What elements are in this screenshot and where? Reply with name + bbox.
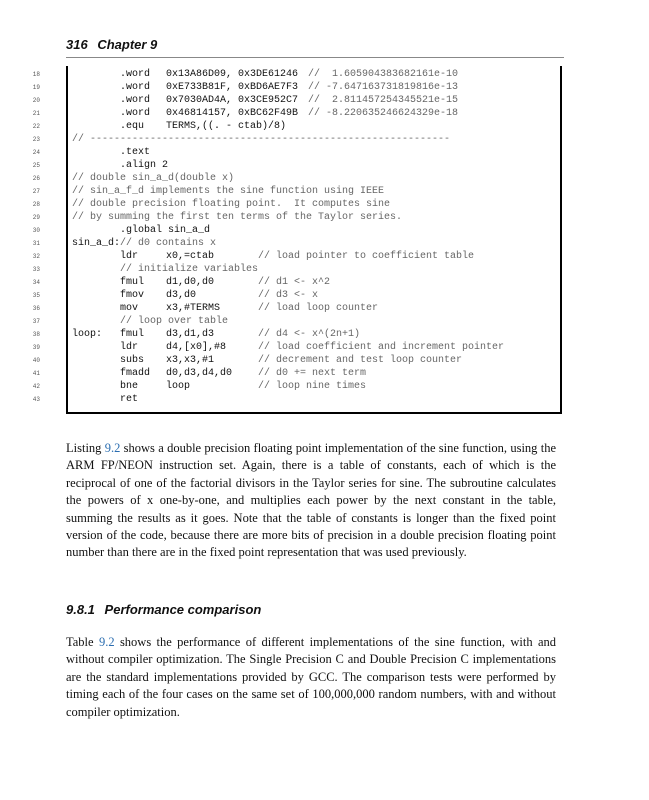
code-mnemonic: .text [120,147,151,158]
line-number: 19 [32,84,40,91]
code-operands: TERMS,((. - ctab)/8) [166,121,287,132]
line-number: 27 [32,188,40,195]
code-mnemonic: bne [120,381,139,392]
code-label: loop: [72,329,103,340]
code-comment: // d3 <- x [258,290,319,301]
line-number: 20 [32,97,40,104]
code-comment: // load coefficient and increment pointer [258,342,505,353]
code-operands: d0,d3,d4,d0 [166,368,233,379]
code-comment: // ------------------------------------------------------------ [72,134,451,145]
code-mnemonic: .word [120,69,151,80]
code-mnemonic: ret [120,394,139,405]
line-number: 24 [32,149,40,156]
code-comment: // loop nine times [258,381,367,392]
line-number: 41 [32,370,40,377]
code-listing [32,66,562,414]
code-operands: 0x46814157, 0xBC62F49B [166,108,299,119]
code-comment: // 2.811457254345521e-15 [308,95,459,106]
code-mnemonic: subs [120,355,145,366]
code-mnemonic: ldr [120,342,139,353]
line-number: 39 [32,344,40,351]
line-number: 23 [32,136,40,143]
code-comment: // double precision floating point. It computes sine [72,199,391,210]
chapter-title: Chapter 9 [97,37,158,52]
line-number: 36 [32,305,40,312]
code-comment: // by summing the first ten terms of the Taylor series. [72,212,403,223]
code-mnemonic: .align 2 [120,160,169,171]
code-operands: x0,=ctab [166,251,215,262]
line-number: 42 [32,383,40,390]
code-comment: // decrement and test loop counter [258,355,463,366]
line-number: 32 [32,253,40,260]
code-mnemonic: // loop over table [120,316,229,327]
code-operands: d1,d0,d0 [166,277,215,288]
line-number: 40 [32,357,40,364]
line-number: 22 [32,123,40,130]
code-label: sin_a_d: [72,238,121,249]
line-number: 29 [32,214,40,221]
para1-text-start: Listing [66,441,105,455]
code-operands: 0x13A86D09, 0x3DE61246 [166,69,299,80]
line-number: 33 [32,266,40,273]
code-comment: // 1.605904383682161e-10 [308,69,459,80]
section-heading [66,602,261,617]
code-operands: 0x7030AD4A, 0x3CE952C7 [166,95,299,106]
line-number: 21 [32,110,40,117]
section-number: 9.8.1 [66,602,95,617]
para2-text-start: Table [66,635,99,649]
code-comment: // d0 += next term [258,368,367,379]
code-mnemonic: // initialize variables [120,264,259,275]
code-mnemonic: .word [120,82,151,93]
code-mnemonic: fmov [120,290,145,301]
code-operands: x3,x3,#1 [166,355,215,366]
line-number: 38 [32,331,40,338]
page-number: 316 [66,37,88,52]
code-comment: // load pointer to coefficient table [258,251,475,262]
code-mnemonic: ldr [120,251,139,262]
code-mnemonic: mov [120,303,139,314]
header-rule [66,57,564,58]
code-operands: d3,d1,d3 [166,329,215,340]
code-mnemonic: fmadd [120,368,151,379]
line-number: 25 [32,162,40,169]
line-number: 31 [32,240,40,247]
code-operands: loop [166,381,191,392]
line-number: 37 [32,318,40,325]
running-header [66,36,564,54]
line-number: 43 [32,396,40,403]
code-mnemonic: .word [120,95,151,106]
code-comment: // d4 <- x^(2n+1) [258,329,361,340]
code-mnemonic: // d0 contains x [120,238,217,249]
code-comment: // d1 <- x^2 [258,277,331,288]
code-operands: x3,#TERMS [166,303,221,314]
paragraph-performance-description [66,634,556,721]
listing-reference-link[interactable]: 9.2 [104,441,121,455]
paragraph-listing-description [66,440,556,562]
code-operands: d4,[x0],#8 [166,342,227,353]
section-title: Performance comparison [104,602,262,617]
code-mnemonic: .equ [120,121,145,132]
code-comment: // -7.647163731819816e-13 [308,82,459,93]
line-number: 34 [32,279,40,286]
table-reference-link[interactable]: 9.2 [98,635,115,649]
code-operands: 0xE733B81F, 0xBD6AE7F3 [166,82,299,93]
code-mnemonic: .word [120,108,151,119]
line-number: 30 [32,227,40,234]
code-operands: d3,d0 [166,290,197,301]
code-comment: // -8.220635246624329e-18 [308,108,459,119]
code-mnemonic: .global sin_a_d [120,225,211,236]
para2-text-rest: shows the performance of different implementations of the sine function, with and without compiler optimization. The Single Precision C and Double Precision C implementations are the standard implementations provided by GCC. The comparison tests were performed by timing each of the four cases on the same set of 100,000,000 random numbers, with and without compiler optimization. [66,635,556,719]
code-comment: // sin_a_f_d implements the sine function using IEEE [72,186,385,197]
line-number: 28 [32,201,40,208]
line-number: 26 [32,175,40,182]
para1-text-rest: shows a double precision floating point implementation of the sine function, using the ARM FP/NEON instruction set. Again, there is a table of constants, each of which is the reciprocal of one of the factorial divisors in the Taylor series for sine. The subroutine calculates the powers of x one-by-one, and multiplies each power by the next constant in the table, summing the results as it goes. Note that the table of constants is longer than the fixed point version of the code, because there are more bits of precision in a double precision floating point number than there are in the fixed point representation that was used previously. [66,441,556,560]
line-number: 18 [32,71,40,78]
code-mnemonic: fmul [120,277,145,288]
code-mnemonic: fmul [120,329,145,340]
code-comment: // double sin_a_d(double x) [72,173,235,184]
line-number: 35 [32,292,40,299]
code-comment: // load loop counter [258,303,379,314]
